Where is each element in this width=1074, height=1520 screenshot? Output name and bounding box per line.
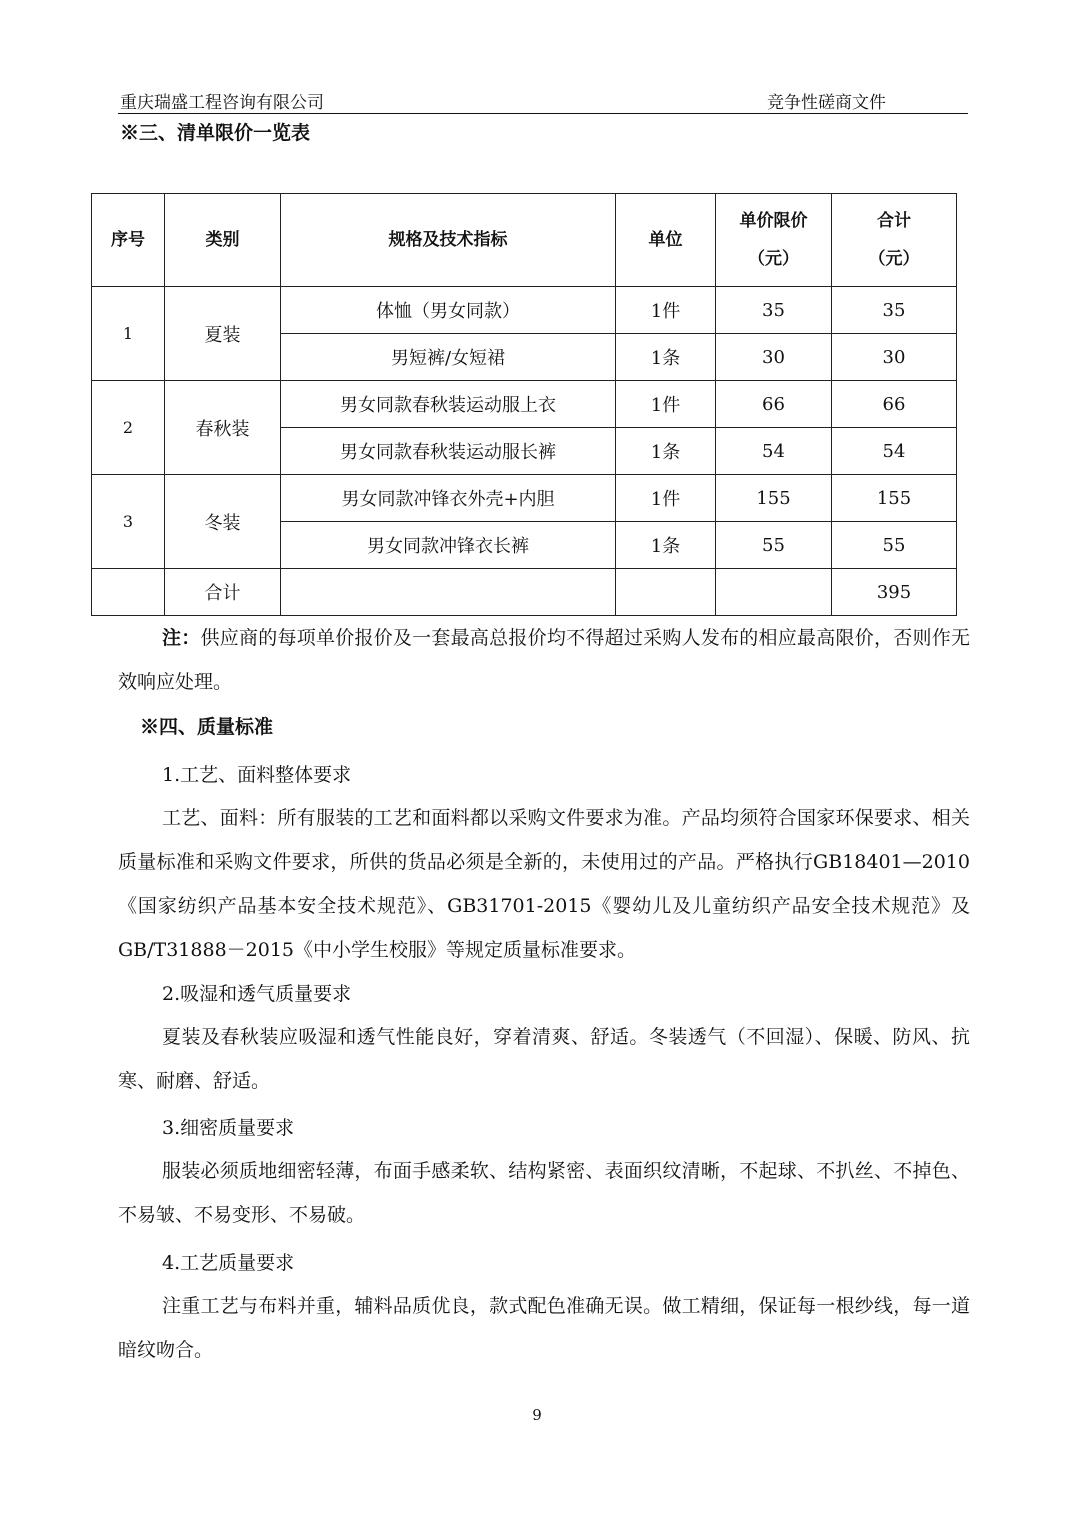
table-header-row — [92, 194, 957, 287]
seq-cell: 2 — [92, 381, 165, 475]
spec-cell: 男女同款冲锋衣外壳+内胆 — [281, 475, 616, 522]
s2-text: 夏装及春秋装应吸湿和透气性能良好，穿着清爽、舒适。冬装透气（不回湿）、保暖、防风、抗寒、耐磨、舒适。 — [118, 1026, 970, 1092]
table-sum-row — [92, 569, 957, 616]
sum-empty-cell — [281, 569, 616, 616]
unit-cell: 1条 — [616, 428, 716, 475]
header-category: 类别 — [165, 194, 281, 287]
table-row — [92, 287, 957, 334]
s1-text: 工艺、面料：所有服装的工艺和面料都以采购文件要求为准。产品均须符合国家环保要求、相关质量标准和采购文件要求，所供的货品必须是全新的，未使用过的产品。严格执行GB18401—2010《国家纺织产品基本安全技术规范》、GB31701-2015《婴幼儿及儿童纺织产品安全技术规范》及GB/T31888－2015《中小学生校服》等规定质量标准要求。 — [118, 807, 970, 961]
total-cell: 54 — [832, 428, 957, 475]
s4-text: 注重工艺与布料并重，辅料品质优良，款式配色准确无误。做工精细，保证每一根纱线，每一道暗纹吻合。 — [118, 1295, 970, 1361]
total-cell: 155 — [832, 475, 957, 522]
seq-cell: 1 — [92, 287, 165, 381]
price-cell: 55 — [716, 522, 832, 569]
unit-cell: 1条 — [616, 522, 716, 569]
header-rule — [118, 113, 968, 114]
category-cell: 冬装 — [165, 475, 281, 569]
sum-empty-cell — [716, 569, 832, 616]
header-spec: 规格及技术指标 — [281, 194, 616, 287]
price-cell: 66 — [716, 381, 832, 428]
total-cell: 30 — [832, 334, 957, 381]
spec-cell: 男短裤/女短裙 — [281, 334, 616, 381]
unit-cell: 1件 — [616, 475, 716, 522]
price-cell: 35 — [716, 287, 832, 334]
price-limit-table — [91, 193, 957, 616]
unit-cell: 1件 — [616, 287, 716, 334]
page-number: 9 — [532, 1406, 542, 1424]
header-unit: 单位 — [616, 194, 716, 287]
s1-title: 1.工艺、面料整体要求 — [162, 764, 352, 786]
sum-empty-cell — [616, 569, 716, 616]
table-row — [92, 475, 957, 522]
sum-label-cell: 合计 — [165, 569, 281, 616]
unit-cell: 1件 — [616, 381, 716, 428]
header-doc-type: 竞争性磋商文件 — [767, 93, 886, 113]
section4-title: ※四、质量标准 — [140, 716, 274, 738]
category-cell: 春秋装 — [165, 381, 281, 475]
s3-text: 服装必须质地细密轻薄，布面手感柔软、结构紧密、表面织纹清晰，不起球、不扒丝、不掉色、不易皱、不易变形、不易破。 — [118, 1160, 970, 1226]
s4-title: 4.工艺质量要求 — [162, 1252, 295, 1274]
spec-cell: 男女同款春秋装运动服上衣 — [281, 381, 616, 428]
section3-title: ※三、清单限价一览表 — [120, 122, 311, 144]
table-row — [92, 381, 957, 428]
header-total: 合计 （元） — [832, 194, 957, 287]
note-label: 注： — [162, 627, 201, 649]
sum-value-cell: 395 — [832, 569, 957, 616]
note-text: 供应商的每项单价报价及一套最高总报价均不得超过采购人发布的相应最高限价，否则作无效响应处理。 — [118, 627, 970, 693]
header-seq: 序号 — [92, 194, 165, 287]
spec-cell: 体恤（男女同款） — [281, 287, 616, 334]
header-company: 重庆瑞盛工程咨询有限公司 — [120, 93, 324, 113]
total-cell: 35 — [832, 287, 957, 334]
total-cell: 66 — [832, 381, 957, 428]
price-cell: 54 — [716, 428, 832, 475]
spec-cell: 男女同款冲锋衣长裤 — [281, 522, 616, 569]
sum-empty-cell — [92, 569, 165, 616]
category-cell: 夏装 — [165, 287, 281, 381]
unit-cell: 1条 — [616, 334, 716, 381]
note-paragraph — [118, 616, 970, 704]
price-cell: 30 — [716, 334, 832, 381]
s2-title: 2.吸湿和透气质量要求 — [162, 983, 352, 1005]
s3-title: 3.细密质量要求 — [162, 1117, 295, 1139]
total-cell: 55 — [832, 522, 957, 569]
spec-cell: 男女同款春秋装运动服长裤 — [281, 428, 616, 475]
price-cell: 155 — [716, 475, 832, 522]
header-unit-price: 单价限价 （元） — [716, 194, 832, 287]
seq-cell: 3 — [92, 475, 165, 569]
